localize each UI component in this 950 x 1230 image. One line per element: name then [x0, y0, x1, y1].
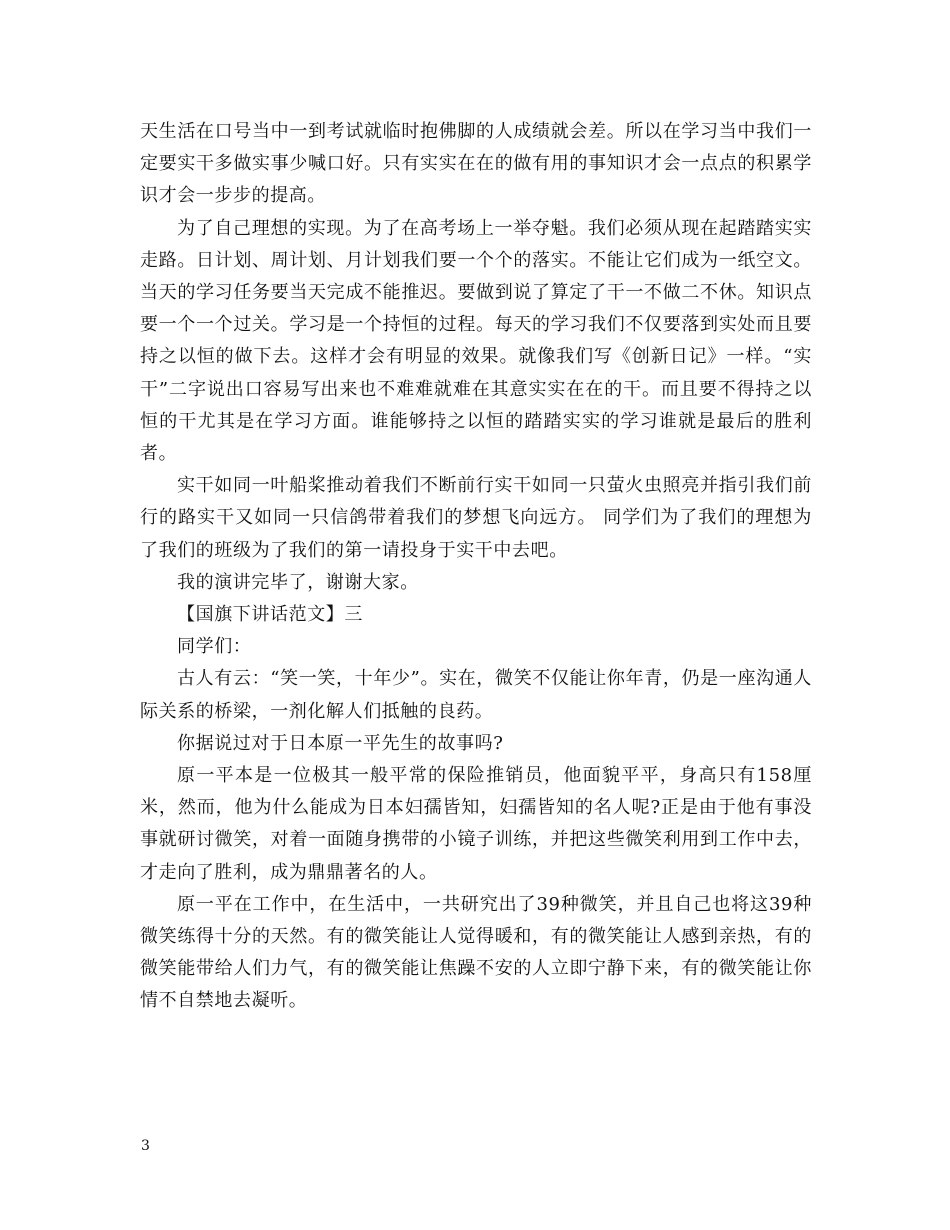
section-heading: 【国旗下讲话范文】三: [177, 604, 363, 626]
page-number: 3: [141, 1138, 150, 1154]
salutation: 同学们：: [177, 636, 252, 658]
paragraph: 为了自己理想的实现。为了在高考场上一举夺魁。我们必须从现在起踏踏实实走路。日计划、周计划、月计划我们要一个个的落实。不能让它们成为一纸空文。当天的学习任务要当天完成不能推迟。要做到说了算定了干一不做二不休。知识点要一个一个过关。学习是一个持恒的过程。每天的学习我们不仅要落到实处而且要持之以恒的做下去。这样才会有明显的效果。就像我们写《创新日记》一样。“实干”二字说出口容易写出来也不难难就难在其意实实在在的干。而且要不得持之以恒的干尤其是在学习方面。谁能够持之以恒的踏踏实实的学习谁就是最后的胜利者。: [140, 217, 812, 465]
paragraph: 我的演讲完毕了，谢谢大家。: [177, 571, 419, 593]
paragraph: 实干如同一叶船桨推动着我们不断前行实干如同一只萤火虫照亮并指引我们前行的路实干又如同一只信鸽带着我们的梦想飞向远方。 同学们为了我们的理想为了我们的班级为了我们的第一请投身于实干中去吧。: [140, 475, 812, 561]
document-body: [140, 116, 812, 1018]
paragraph: 天生活在口号当中一到考试就临时抱佛脚的人成绩就会差。所以在学习当中我们一定要实干多做实事少喊口好。只有实实在在的做有用的事知识才会一点点的积累学识才会一步步的提高。: [140, 121, 812, 207]
paragraph: 原一平在工作中，在生活中，一共研究出了39种微笑，并且自己也将这39种微笑练得十分的天然。有的微笑能让人觉得暖和，有的微笑能让人感到亲热，有的微笑能带给人们力气，有的微笑能让焦躁不安的人立即宁静下来，有的微笑能让你情不自禁地去凝听。: [140, 893, 812, 1012]
paragraph: 原一平本是一位极其一般平常的保险推销员，他面貌平平，身高只有158厘米，然而，他为什么能成为日本妇孺皆知，妇孺皆知的名人呢?正是由于他有事没事就研讨微笑，对着一面随身携带的小镜子训练，并把这些微笑利用到工作中去，才走向了胜利，成为鼎鼎著名的人。: [140, 765, 812, 883]
paragraph: 古人有云：“笑一笑，十年少”。实在，微笑不仅能让你年青，仍是一座沟通人际关系的桥梁，一剂化解人们抵触的良药。: [140, 668, 812, 722]
paragraph: 你据说过对于日本原一平先生的故事吗?: [177, 732, 504, 754]
